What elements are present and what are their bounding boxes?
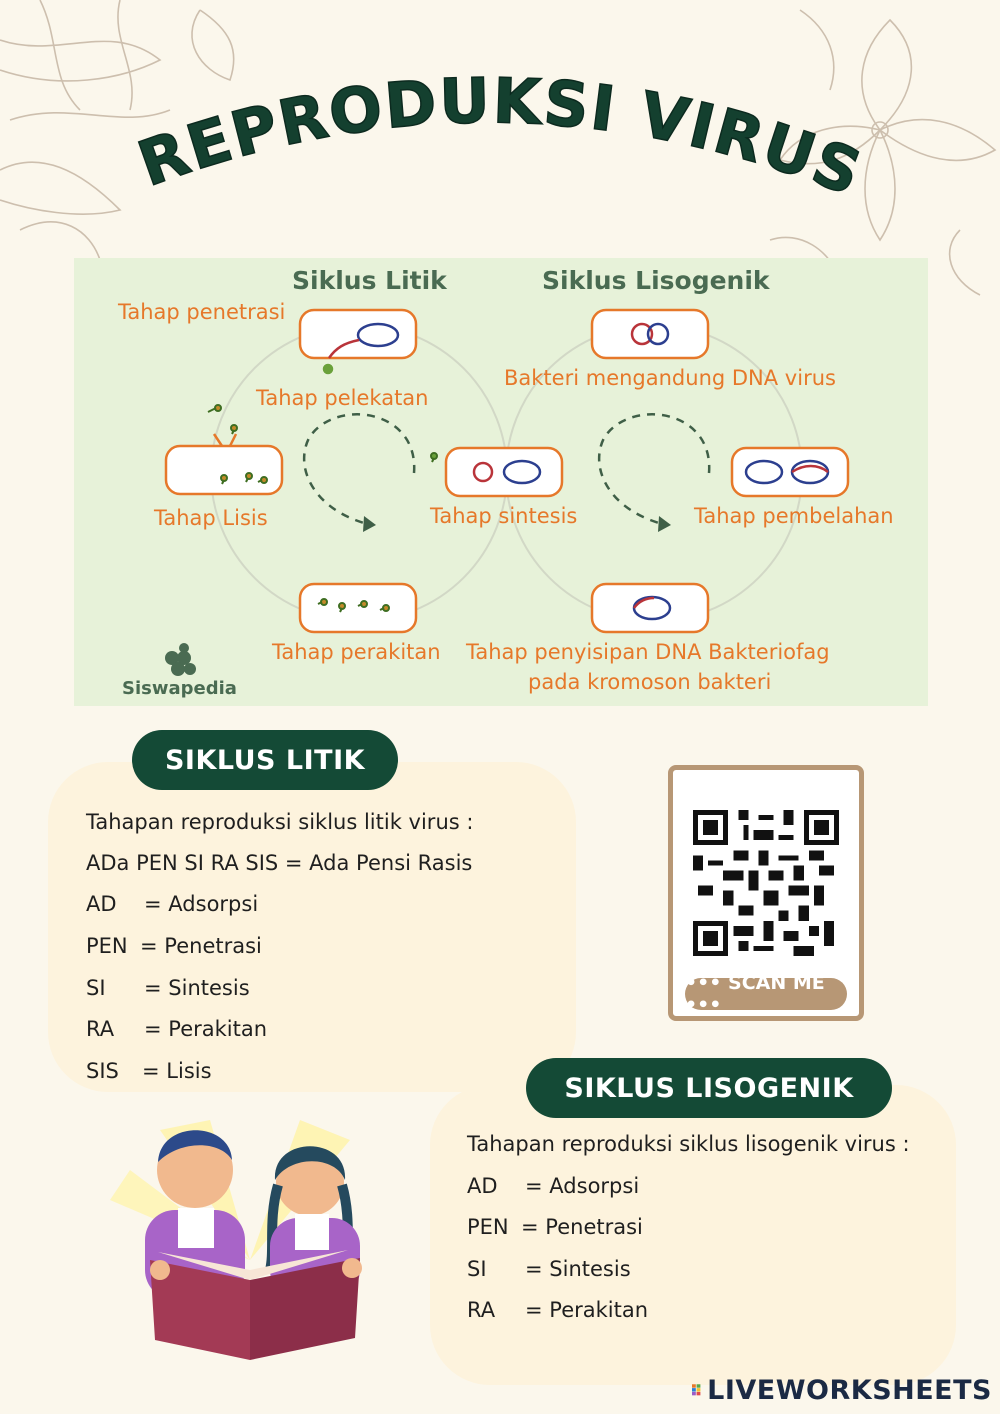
lytic-intro: Tahapan reproduksi siklus litik virus : xyxy=(86,810,474,834)
qr-code-icon xyxy=(693,810,839,956)
label-penetration: Tahap penetrasi xyxy=(118,300,286,324)
label-synthesis: Tahap sintesis xyxy=(430,504,578,528)
item-code: PEN xyxy=(467,1215,509,1239)
lytic-item xyxy=(86,1059,212,1083)
liveworksheets-icon xyxy=(692,1375,701,1405)
siswapedia-logo: Siswapedia xyxy=(122,678,237,699)
cycle-illustration xyxy=(74,258,928,706)
item-meaning: Sintesis xyxy=(549,1257,631,1281)
qr-code-card[interactable] xyxy=(668,765,864,1021)
item-sep: = xyxy=(525,1257,543,1281)
item-meaning: Penetrasi xyxy=(164,934,262,958)
item-meaning: Perakitan xyxy=(168,1017,268,1041)
item-code: SIS xyxy=(86,1059,119,1083)
item-sep: = xyxy=(144,1017,162,1041)
label-lysis: Tahap Lisis xyxy=(154,506,268,530)
item-code: AD xyxy=(86,892,117,916)
lysogenic-item xyxy=(467,1215,643,1239)
item-meaning: Lisis xyxy=(166,1059,212,1083)
lysogenic-item xyxy=(467,1257,631,1281)
lytic-mnemonic: ADa PEN SI RA SIS = Ada Pensi Rasis xyxy=(86,851,473,875)
reproduction-cycle-diagram xyxy=(74,258,928,706)
lysogenic-heading: SIKLUS LISOGENIK xyxy=(526,1058,892,1118)
lysogenic-cycle-title: Siklus Lisogenik xyxy=(542,266,770,295)
label-insertion-2: pada kromoson bakteri xyxy=(528,670,772,694)
page-title xyxy=(120,60,880,220)
label-insertion-1: Tahap penyisipan DNA Bakteriofag xyxy=(466,640,830,664)
item-sep: = xyxy=(142,1059,160,1083)
liveworksheets-text: LIVEWORKSHEETS xyxy=(707,1374,992,1406)
label-division: Tahap pembelahan xyxy=(694,504,894,528)
lysogenic-item xyxy=(467,1174,639,1198)
item-sep: = xyxy=(521,1215,539,1239)
label-bacteria-dna: Bakteri mengandung DNA virus xyxy=(504,366,836,390)
item-meaning: Penetrasi xyxy=(545,1215,643,1239)
lytic-item xyxy=(86,1017,267,1041)
item-meaning: Adsorpsi xyxy=(549,1174,640,1198)
item-meaning: Sintesis xyxy=(168,976,250,1000)
page-title-text: REPRODUKSI VIRUS xyxy=(129,64,873,211)
item-code: SI xyxy=(467,1257,487,1281)
lysogenic-intro: Tahapan reproduksi siklus lisogenik virus : xyxy=(467,1132,910,1156)
item-code: AD xyxy=(467,1174,498,1198)
item-sep: = xyxy=(525,1174,543,1198)
item-code: RA xyxy=(467,1298,496,1322)
liveworksheets-logo xyxy=(692,1372,992,1408)
label-assembly: Tahap perakitan xyxy=(272,640,441,664)
lytic-item xyxy=(86,976,250,1000)
item-code: PEN xyxy=(86,934,128,958)
lytic-item xyxy=(86,934,262,958)
item-sep: = xyxy=(140,934,158,958)
item-sep: = xyxy=(144,892,162,916)
lytic-cycle-title: Siklus Litik xyxy=(292,266,447,295)
item-meaning: Perakitan xyxy=(549,1298,649,1322)
item-meaning: Adsorpsi xyxy=(168,892,259,916)
lytic-item xyxy=(86,892,258,916)
lytic-heading: SIKLUS LITIK xyxy=(132,730,398,790)
item-sep: = xyxy=(525,1298,543,1322)
scan-me-label: ••• SCAN ME ••• xyxy=(685,978,847,1010)
label-attachment: Tahap pelekatan xyxy=(256,386,429,410)
item-code: SI xyxy=(86,976,106,1000)
item-sep: = xyxy=(144,976,162,1000)
item-code: RA xyxy=(86,1017,115,1041)
children-reading-illustration xyxy=(100,1110,400,1370)
lysogenic-item xyxy=(467,1298,648,1322)
